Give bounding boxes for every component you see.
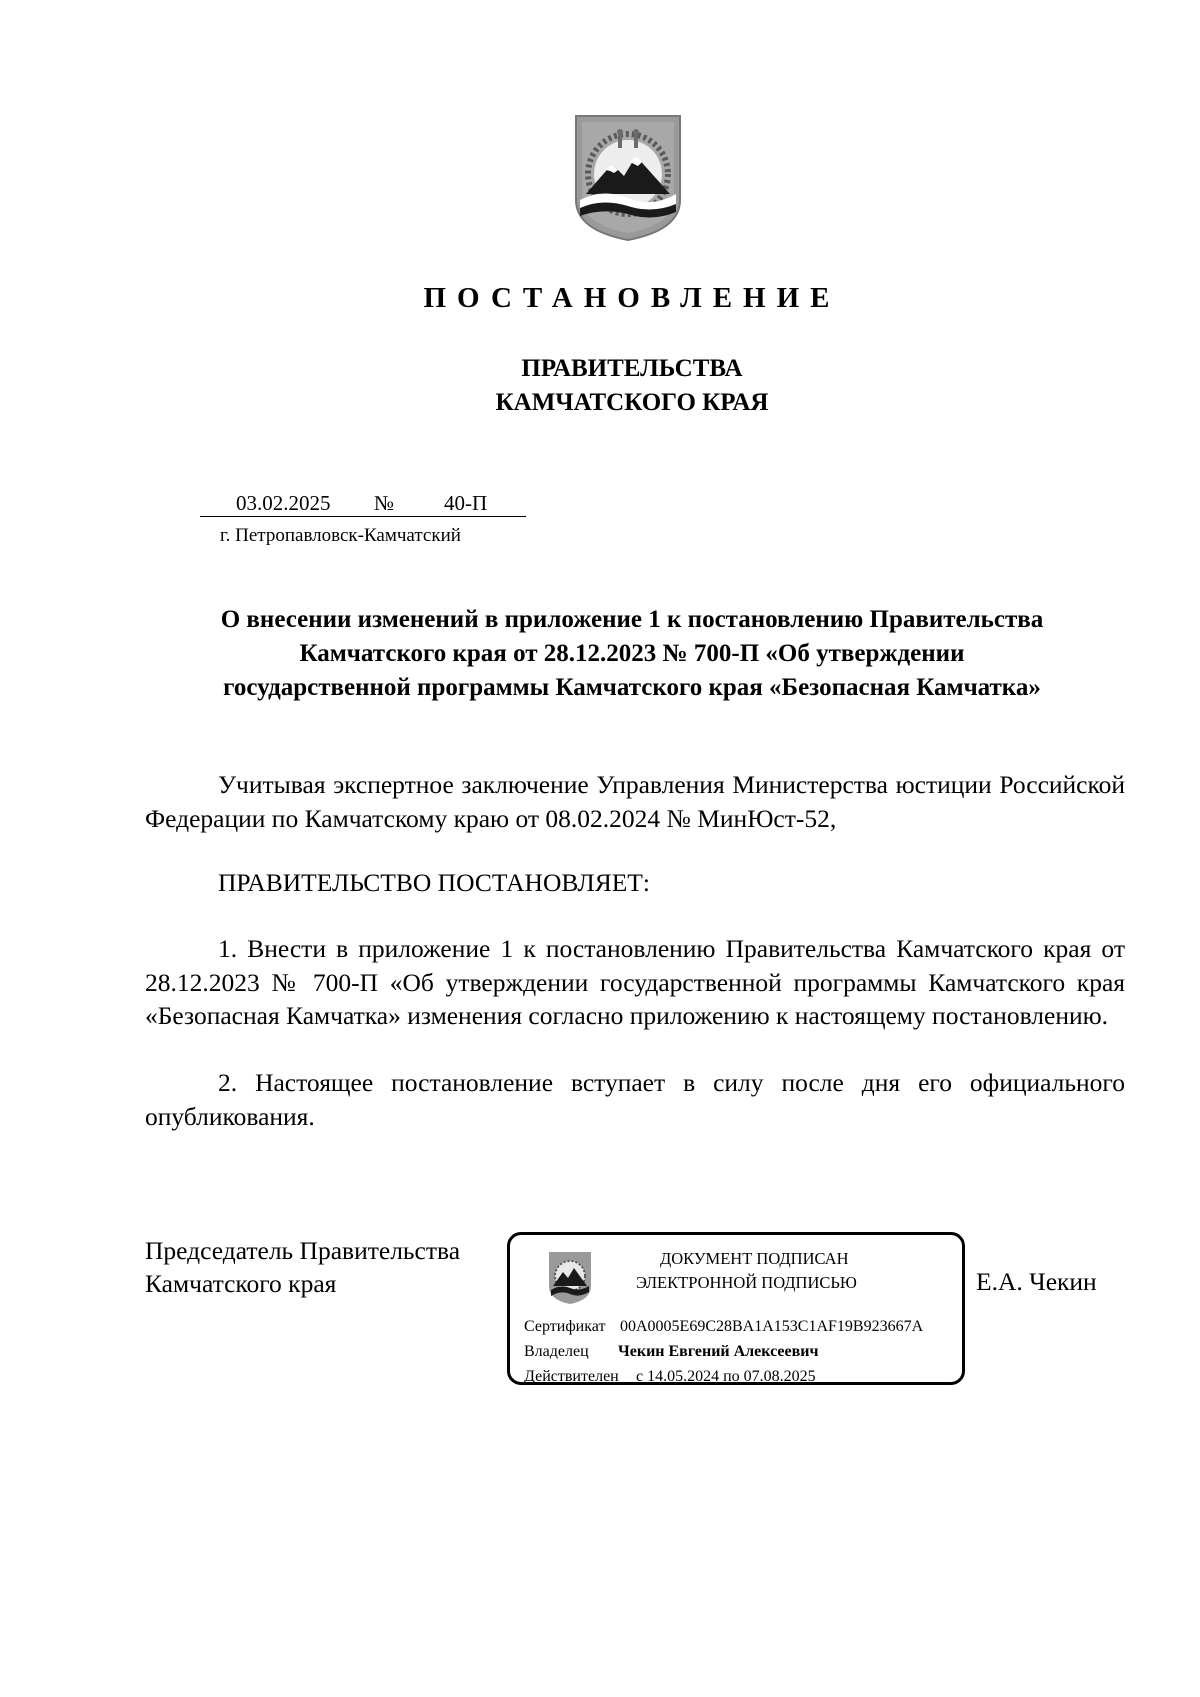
- subject-line-1: О внесении изменений в приложение 1 к постановлению Правительства: [220, 606, 1044, 633]
- signer-title-line-2: Камчатского края: [145, 1269, 337, 1298]
- intro-paragraph: Учитывая экспертное заключение Управления Министерства юстиции Российской Федерации по Камчатскому краю от 08.02.2024 № МинЮст-52,: [145, 770, 1125, 833]
- issuer-line-1: ПРАВИТЕЛЬСТВА: [521, 355, 743, 382]
- kamchatka-coat-of-arms-icon: [572, 112, 684, 242]
- document-type-title: ПОСТАНОВЛЕНИЕ: [423, 282, 841, 314]
- resolves-heading: ПРАВИТЕЛЬСТВО ПОСТАНОВЛЯЕТ:: [218, 868, 650, 897]
- document-city: г. Петропавловск-Камчатский: [220, 525, 461, 546]
- validity-value: с 14.05.2024 по 07.08.2025: [636, 1368, 816, 1385]
- owner-label: Владелец: [524, 1343, 589, 1360]
- signer-name: Е.А. Чекин: [976, 1267, 1097, 1296]
- coat-of-arms-icon: [547, 1250, 593, 1306]
- signer-title-line-1: Председатель Правительства: [145, 1236, 461, 1265]
- subject-line-2: Камчатского края от 28.12.2023 № 700-П «Об утверждении: [299, 640, 965, 667]
- document-number: 40-П: [444, 491, 488, 515]
- issuer-line-2: КАМЧАТСКОГО КРАЯ: [495, 389, 769, 416]
- signer-title: [145, 1234, 460, 1300]
- certificate-value: 00A0005E69C28BA1A153C1AF19B923667A: [620, 1318, 924, 1335]
- subject-line-3: государственной программы Камчатского края «Безопасная Камчатка»: [223, 674, 1041, 701]
- owner-value: Чекин Евгений Алексеевич: [618, 1343, 819, 1360]
- item-2-paragraph: 2. Настоящее постановление вступает в силу после дня его официального опубликования.: [145, 1068, 1125, 1131]
- certificate-label: Сертификат: [524, 1318, 606, 1335]
- esign-title-line-2: ЭЛЕКТРОННОЙ ПОДПИСЬЮ: [636, 1273, 857, 1292]
- item-1-paragraph: 1. Внести в приложение 1 к постановлению Правительства Камчатского края от 28.12.2023 № 700-П «Об утверждении государственной программы Камчатского края «Безопасная Камчатка» изменения согласно приложению к настоящему постановлению.: [145, 934, 1125, 1030]
- document-date: 03.02.2025: [236, 491, 331, 515]
- number-sign: №: [374, 491, 395, 515]
- validity-label: Действителен: [524, 1368, 619, 1385]
- esign-title-line-1: ДОКУМЕНТ ПОДПИСАН: [660, 1249, 849, 1268]
